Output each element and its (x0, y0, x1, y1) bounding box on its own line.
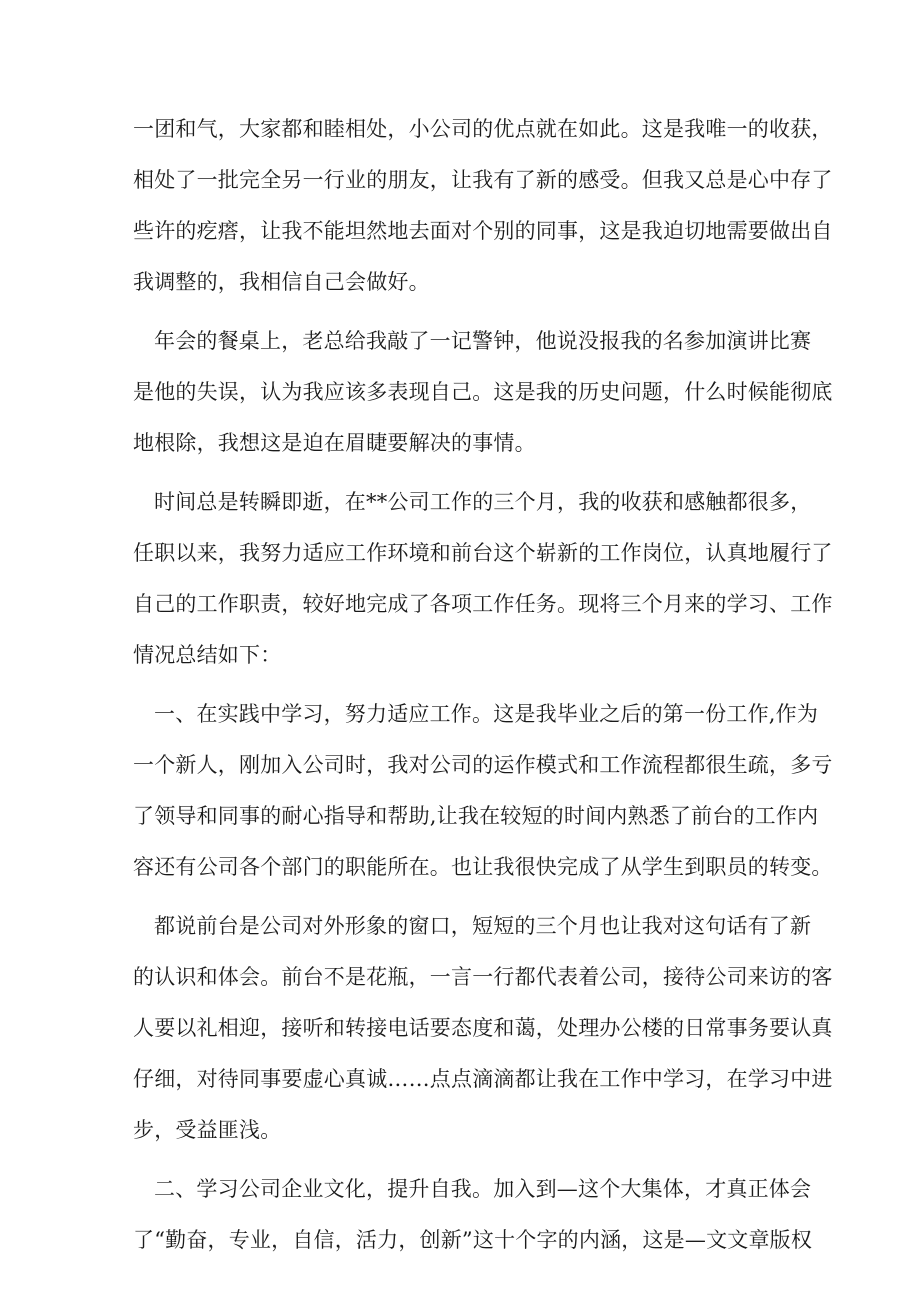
text-line: 的认识和体会。前台不是花瓶，一言一行都代表着公司，接待公司来访的客 (133, 965, 833, 989)
text-line: 一、在实践中学习，努力适应工作。这是我毕业之后的第一份工作,作为 (154, 702, 819, 726)
text-line: 步，受益匪浅。 (133, 1118, 282, 1142)
text-line: 任职以来，我努力适应工作环境和前台这个崭新的工作岗位，认真地履行了 (133, 541, 833, 565)
text-line: 年会的餐桌上，老总给我敲了一记警钟，他说没报我的名参加演讲比赛 (154, 329, 812, 353)
text-line: 是他的失误，认为我应该多表现自己。这是我的历史问题，什么时候能彻底 (133, 380, 833, 404)
text-line: 我调整的，我相信自己会做好。 (133, 270, 430, 294)
text-line: 自己的工作职责，较好地完成了各项工作任务。现将三个月来的学习、工作 (133, 592, 833, 616)
text-line: 相处了一批完全另一行业的朋友，让我有了新的感受。但我又总是心中存了 (133, 168, 833, 192)
text-line: 仔细，对待同事要虚心真诚……点点滴滴都让我在工作中学习，在学习中进 (133, 1067, 833, 1091)
text-line: 情况总结如下： (133, 643, 282, 667)
text-line: 了“勤奋，专业，自信，活力，创新”这十个字的内涵，这是—文文章版权 (133, 1228, 813, 1252)
text-line: 时间总是转瞬即逝，在**公司工作的三个月，我的收获和感触都很多， (154, 490, 812, 514)
text-line: 人要以礼相迎，接听和转接电话要态度和蔼，处理办公楼的日常事务要认真 (133, 1016, 833, 1040)
text-line: 了领导和同事的耐心指导和帮助,让我在较短的时间内熟悉了前台的工作内 (133, 804, 819, 828)
text-line: 一个新人，刚加入公司时，我对公司的运作模式和工作流程都很生疏，多亏 (133, 753, 833, 777)
text-line: 二、学习公司企业文化，提升自我。加入到—这个大集体，才真正体会 (154, 1177, 812, 1201)
text-line: 些许的疙瘩，让我不能坦然地去面对个别的同事，这是我迫切地需要做出自 (133, 219, 833, 243)
text-line: 地根除，我想这是迫在眉睫要解决的事情。 (133, 431, 536, 455)
text-line: 容还有公司各个部门的职能所在。也让我很快完成了从学生到职员的转变。 (133, 855, 833, 879)
text-line: 一团和气，大家都和睦相处，小公司的优点就在如此。这是我唯一的收获， (133, 117, 833, 141)
text-line: 都说前台是公司对外形象的窗口，短短的三个月也让我对这句话有了新 (154, 914, 812, 938)
